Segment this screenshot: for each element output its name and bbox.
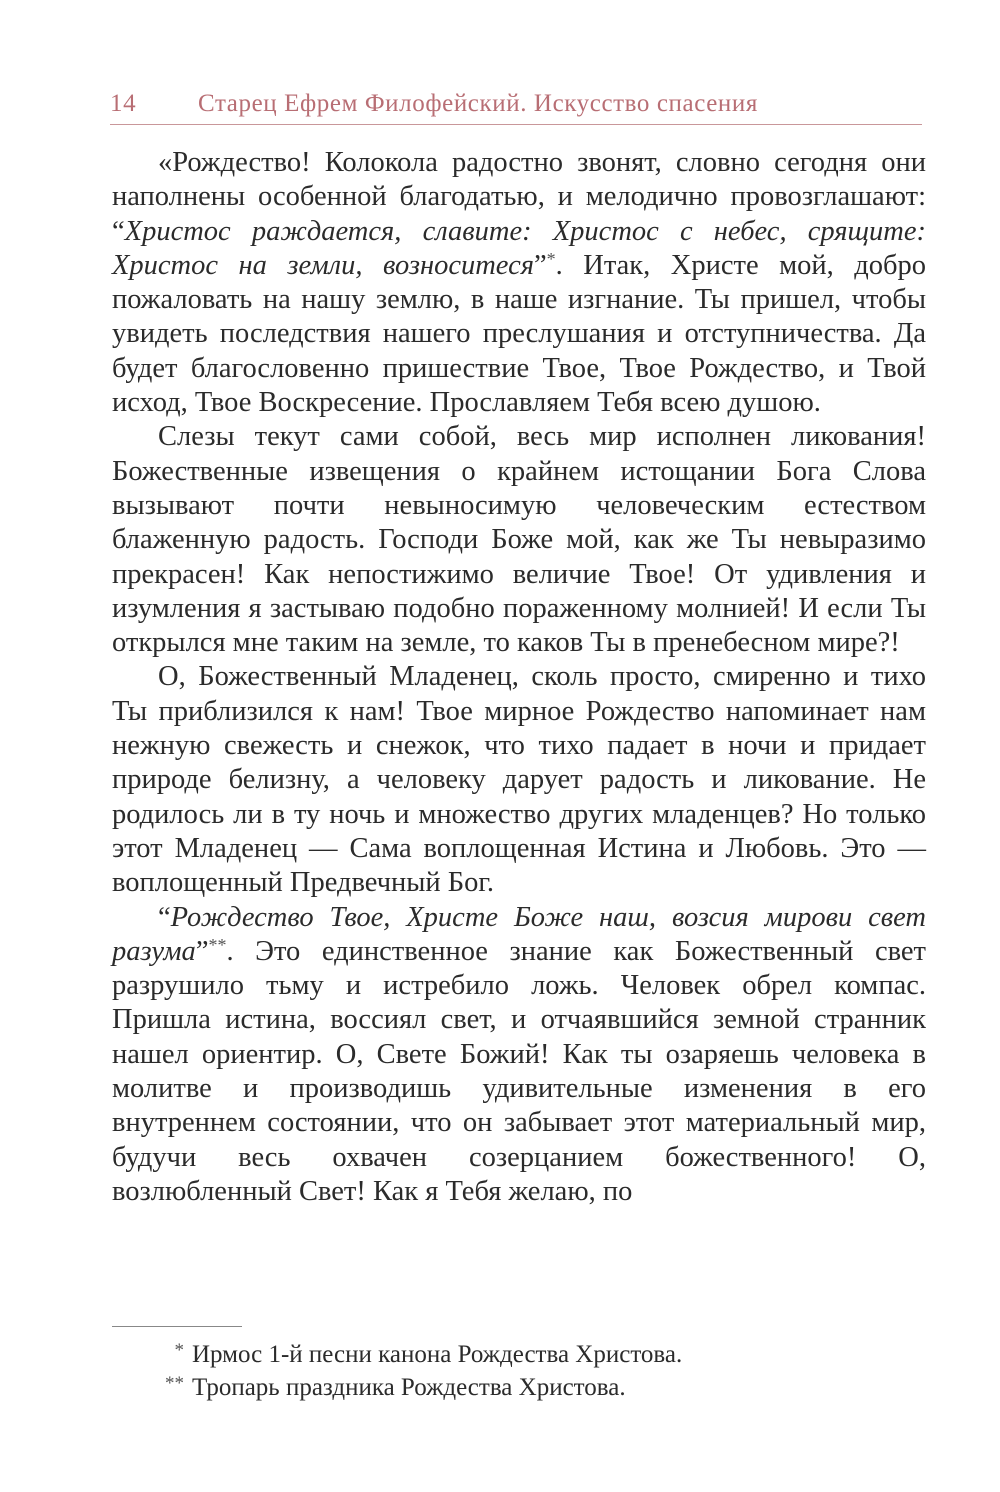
footnote-symbol: **	[165, 1373, 184, 1394]
paragraph: О, Божественный Младенец, сколь просто, смиренно и тихо Ты приблизился к нам! Твое мирное Рождество напоминает нам нежную свежесть и снежок, что тихо падает в ночи и придает природе белизну, а человеку дарует радость и ликование. Не родилось ли в ту ночь и множество других младенцев? Но только этот Младенец — Сама воплощенная Истина и Любовь. Это — воплощенный Предвечный Бог.	[112, 661, 926, 899]
footnote-symbol: *	[174, 1340, 184, 1361]
footnote	[112, 1338, 926, 1371]
footnote-marker: *	[546, 248, 556, 269]
paragraph	[112, 146, 926, 420]
footnote-text: Ирмос 1-й песни канона Рождества Христова.	[192, 1341, 683, 1368]
footnote-text: Тропарь праздника Рождества Христова.	[192, 1374, 626, 1401]
main-text	[112, 146, 926, 1209]
running-header	[110, 84, 922, 125]
text-run: . Это единственное знание как Божественный свет разрушило тьму и истребило ложь. Человек обрел компас. Пришла истина, воссиял свет, и отчаявшийся земной странник нашел ориентир. О, Свете Божий! Как ты озаряешь человека в молитве и производишь удивительные изменения в его внутреннем состоянии, что он забывает этот материальный мир, будучи весь охвачен созерцанием божественного! О, возлюбленный Свет! Как я Тебя желаю, по	[112, 935, 926, 1207]
footnotes	[112, 1338, 926, 1404]
text-run: . Итак, Христе мой, добро пожаловать на нашу землю, в наше изгнание. Ты пришел, чтобы увидеть последствия нашего преслушания и отступничества. Да будет благословенно пришествие Твое, Твое Рождество, и Твой исход, Твое Воскресение. Прославляем Тебя всею душою.	[112, 249, 926, 419]
quote-mark: “	[158, 901, 171, 933]
footnote-divider	[112, 1326, 242, 1327]
paragraph	[112, 901, 926, 1210]
quote-mark: ”	[533, 249, 547, 281]
paragraph: Слезы текут сами собой, весь мир исполнен ликования! Божественные извещения о крайнем истощании Бога Слова вызывают почти невыносимую человеческим естеством блаженную радость. Господи Боже мой, как же Ты невыразимо прекрасен! Как непостижимо величие Твое! От удивления и изумления я застываю подобно пораженному молнией! И если Ты открылся мне таким на земле, то каков Ты в пренебесном мире?!	[112, 421, 926, 659]
text-run: «Рождество! Колокола радостно звонят, словно сегодня они наполнены особенной благодатью, и мелодично провозглашают: “	[112, 147, 926, 247]
running-title: Старец Ефрем Филофейский. Искусство спасения	[198, 90, 758, 117]
hymn-quote: Христос раждается, славите: Христос с небес, срящите: Христос на земли, возноситеся	[112, 215, 926, 281]
footnote-marker: **	[208, 934, 227, 955]
page-number: 14	[110, 90, 137, 117]
quote-mark: ”	[195, 935, 209, 967]
footnote	[112, 1371, 926, 1404]
hymn-quote: Рождество Твое, Христе Боже наш, возсия мирови свет разума	[112, 901, 926, 967]
